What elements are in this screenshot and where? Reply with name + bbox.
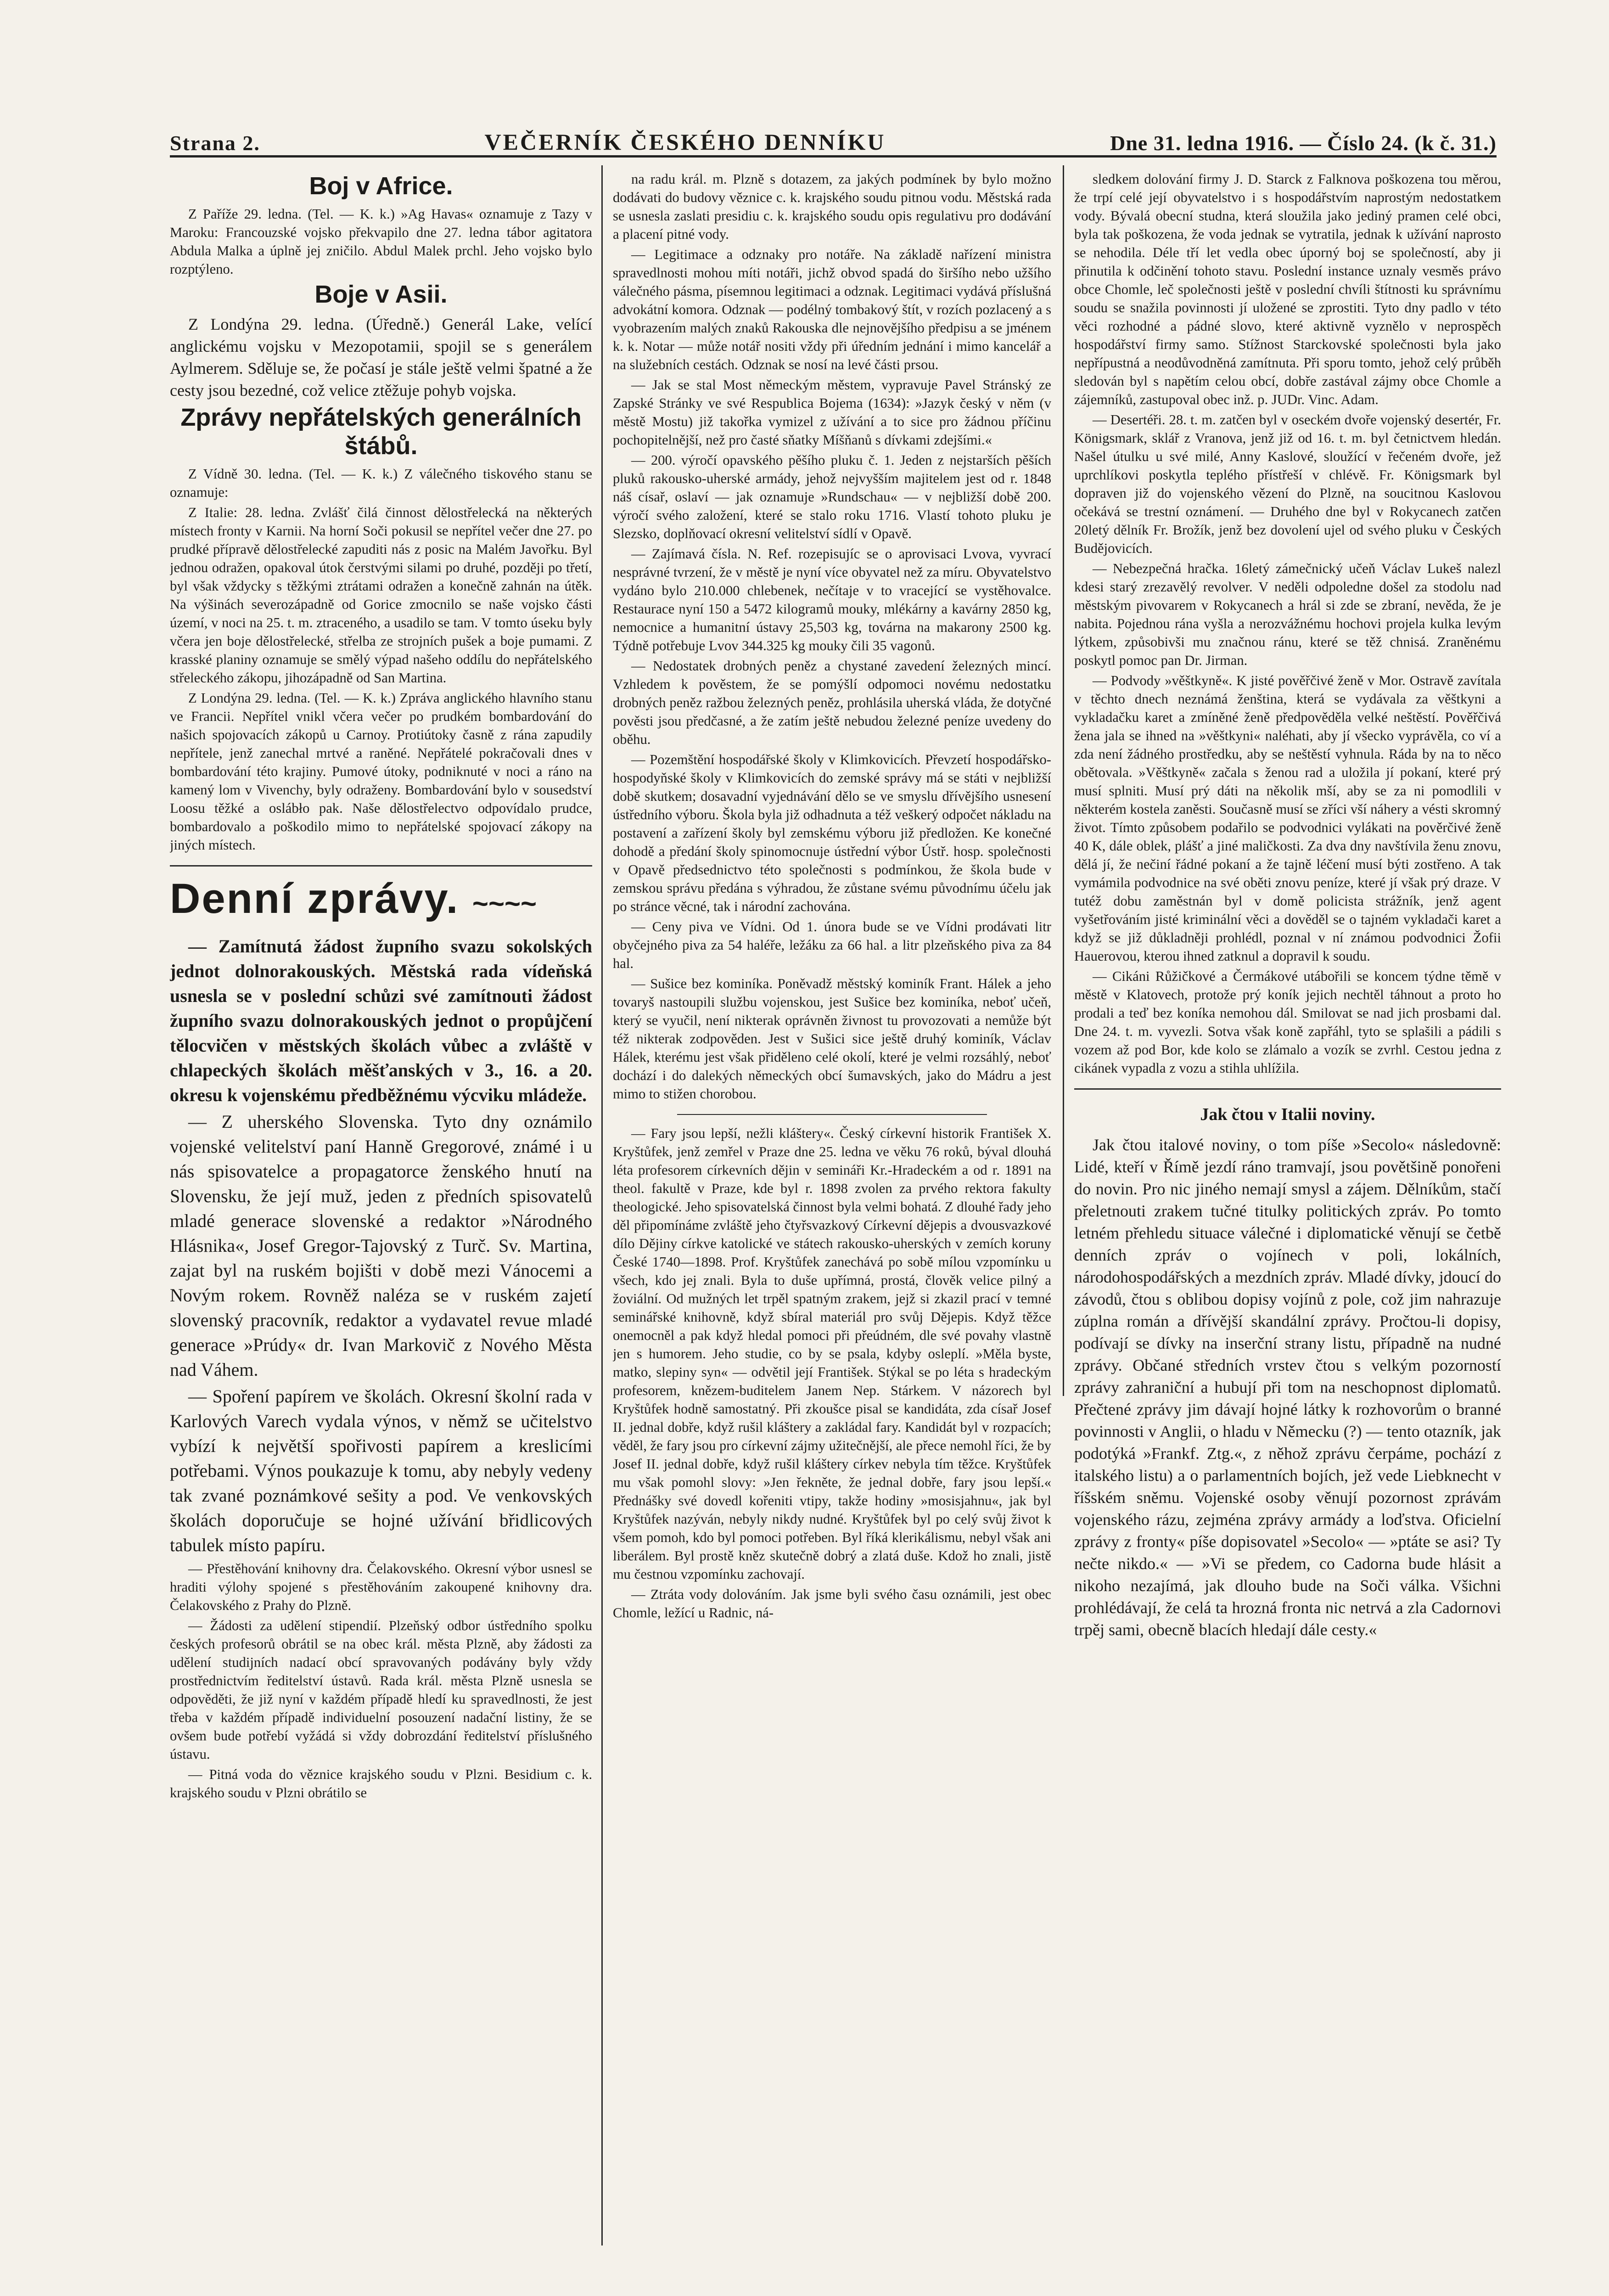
news-item: — Jak se stal Most německým městem, vypravuje Pavel Stránský ze Zapské Stránky ve své Respublica Bojema (1634): »Jazyk český v něm (v městě Mostu) již takořka vymizel z užívání a to sice pro žádnou příčinu pochopitelnější, než pro časté sňatky Míšňanů s dívkami zdejšími.« [613,377,1051,448]
news-item: — Přestěhování knihovny dra. Čelakovského. Okresní výbor usnesl se hraditi výlohy spojené s přestěhováním zakoupené knihovny dra. Čelakovského z Prahy do Plzně. [170,1561,592,1613]
dateline: Dne 31. ledna 1916. — Číslo 24. (k č. 31.) [1110,131,1497,155]
news-item: — Fary jsou lepší, nežli kláštery«. Český církevní historik František X. Kryštůfek, jenž zemřel v Praze dne 25. ledna ve věku 76 roků, býval dlouhá léta profesorem církevních dějin v semináři Kr.-Hradeckém a od r. 1891 na theol. fakultě v Praze, kde byl r. 1898 zvolen za prvého rektora fakulty theologické. Jeho spisovatelská činnost byla velmi bohatá. Z dlouhé řady jeho děl připomínáme zvláště jeho čtyřsvazkový Církevní dějepis a dvousvazkové dílo Dějiny církve katolické ve státech rakousko-uherských v zemích koruny České 1740—1898. Prof. Kryštůfek zanechává po sobě mílou vzpomínku u všech, kdo jej znali. Byla to duše upřímná, prostá, člověk velice pilný a žoviální. Od mužných let trpěl spatným zrakem, jejž si zkazil prací v temné seminářské knihovně, když sbíral materiál pro svůj Dějepis. Když těžce onemocněl a pak když hledal pomoci při přeúdném, dle své povahy vlastně jen s humorem. Jeho studie, co by se psala, kdyby osleplí. »Měla byste, matko, slepiny syn« — odvětil její František. Stýkal se po léta s hradeckým profesorem, knězem-buditelem Janem Nep. Stárkem. V názorech byl Kryštůfek hodně samostatný. Při zkoušce pisal se kandidáta, zda císař Josef II. jednal dobře, když rušil kláštery a zakládal fary. Kandidát byl v rozpacích; věděl, že fary jsou pro církevní zájmy užitečnější, ale přece nemohl říci, že by Josef II. jednal dobře, když rušil kláštery církev nebyla tím těžce. Kryštůfek mu však pomohl slovy: »Jen řekněte, že jednal dobře, fary jsou lepší.« Přednášky své dovedl kořeniti vtipy, takže hodiny »mosisjahnu«, jak byl Kryštůfek nazýván, nebyly nikdy nudné. Kryštůfek byl po celý svůj život k všem pomoh, kdo byl pomoci potřeben. Byl říká klerikálismu, nebyl však ani liberálem. Byl prostě kněz skutečně dobrý a zlatá duše. Kdož ho znali, jistě mu čestnou vzpomínku zachovají. [613,1125,1051,1582]
news-item: — 200. výročí opavského pěšího pluku č. 1. Jeden z nejstarších pěších pluků rakousko-uherské armády, jehož nejvyšším majitelem jest od r. 1848 náš císař, oslaví — jak oznamuje »Rundschau« — v nejbližší době 200. výročí svého založení, které se stalo roku 1716. Vlastí tohoto pluku je Slezsko, doplňovací okresní velitelství sídlí v Opavě. [613,452,1051,541]
news-item: — Ztráta vody dolováním. Jak jsme byli svého času oznámili, jest obec Chomle, ležící u Radnic, ná- [613,1587,1051,1621]
article-paragraph: Z Londýna 29. ledna. (Úředně.) Generál Lake, velící anglickému vojsku v Mezopotamii, spojil se s generálem Aylmerem. Sděluje se, že počasí je stále ještě velmi špatné a že cesty jsou bezedné, což velice ztěžuje pohyb vojska. [170,315,592,400]
page-number: Strana 2. [170,131,260,155]
column-1 [170,170,592,2245]
news-item: — Pitná voda do věznice krajského soudu v Plzni. Besidium c. k. krajského soudu v Plzni obrátilo se [170,1767,592,1801]
news-item: — Žádosti za udělení stipendií. Plzeňský odbor ústředního spolku českých profesorů obrátil se na obec král. města Plzně, aby žádosti za udělení studijních nadací obcí spravovaných podávány byly vždy prostřednictvím ředitelství ústavů. Rada král. města Plzně usnesla se odpověděti, že již nyní v každém případě hledí ku spravedlnosti, že jest třeba v každém případě individuelní posouzení nadační listiny, že se ovšem bude potřebí vyžádá si vždy dobrozdání ředitelství příslušného ústavu. [170,1618,592,1762]
news-item: — Z uherského Slovenska. Tyto dny oznámilo vojenské velitelství paní Hanně Gregorové, známé i u nás spisovatelce a propagatorce ženského hnutí na Slovensku, že její muž, jeden z předních spisovatelů mladé generace slovenské a redaktor »Národného Hlásnika«, Josef Gregor-Tajovský z Turč. Sv. Martina, zajat byl na ruském bojišti v době mezi Vánocemi a Novým rokem. Rovněž naléza se v ruském zajetí slovenský pracovník, redaktor a vydavatel revue mladé generace »Prúdy« dr. Ivan Markovič z Nového Města nad Váhem. [170,1111,592,1380]
section-divider [1074,1088,1501,1090]
section-divider [170,865,592,867]
news-item: — Desertéři. 28. t. m. zatčen byl v oseckém dvoře vojenský desertér, Fr. Königsmark, sklář z Vranova, jenž již od 16. t. m. byl četnictvem hledán. Našel útulku u své milé, Anny Kaslové, sloužící v řečeném dvoře, jež uprchlíkovi poskytla teplého přístřeší v chlévě. Fr. Königsmark byl dopraven již do vojenského vězení do Plzně, na soucitnou Kaslovou očekává se trestní oznámení. — Druhého dne byl v Rokycanech zatčen 20letý dělník Fr. Brožík, jenž bez dovolení ujel od svého pluku v Českých Budějovicích. [1074,412,1501,556]
news-item: — Podvody »věštkyně«. K jisté pověřčivé ženě v Mor. Ostravě zavítala v těchto dnech neznámá ženština, která se vydávala za věštkyni a vykladačku karet a zmíněné ženě předpověděla velké neštěstí. Pověřčivá žena jala se ihned na »věštkyni« naléhati, aby jí všecko vyprávěla, co ví a zda není žádného prostředku, aby se neštěstí vyhnula. Ráda by na to něco obětovala. »Věštkyně« začala s ženou rad a uložila jí pokaní, které prý musí splniti. Musí prý dáti na několik mší, aby se za ni pomodlili v některém kostela zaněsti. Současně musí se zříci vší náhery a vésti skromný život. Tímto způsobem podařilo se podvodnici vylákati na pověrčivé ženě 40 K, dále oblek, plášť a jiné maličkosti. Za dva dny navštívila ženu znovu, dělá jí, že nečiní řádné pokaní a že tajně léčení musí býti zostřeno. A tak vymámila podvodnice na své oběti znovu peníze, které jí však prý draze. V tutéž dobu zaměstnán byl v domě policista strážník, jenž agent vyšetřováním jisté kriminální věci a dověděl se o tajném vykladači karet a když se již důkladněji prohlédl, poznal v ní známou podvodnici Žofii Hauerovou, kterou ihned zatknul a dopravil k soudu. [1074,673,1501,964]
page-header [170,123,1497,158]
news-item: — Zajímavá čísla. N. Ref. rozepisujíc se o aprovisaci Lvova, vyvrací nesprávné tvrzení, že v městě je nyní více obyvatel než za míru. Obyvatelstvo vydáno bylo 210.000 chlebenek, nečítaje v to vracející se vystěhovalce. Restaurace nyní 150 a 5472 kilogramů mouky, mlékárny a kavárny 2850 kg, nemocnice a humanitní ústavy 25,503 kg, továrna na makarony 2500 kg. Týdně potřebuje Lvov 344.325 kg mouky čili 35 vagonů. [613,546,1051,653]
article-paragraph: Jak čtou italové noviny, o tom píše »Secolo« následovně: Lidé, kteří v Římě jezdí ráno tramvají, jsou povětšině ponořeni do novin. Pro nic jiného nemají smysl a zájem. Dělníkům, stačí přeletnouti zrakem tučné titulky politických zpráv. Po tomto letném přehledu situace válečné i diplomatické věnují se četbě denních zpráv o vojínech v poli, lokálních, národohospodářských a mezdních zpráv. Mladé dívky, jdoucí do závodů, čtou s oblibou dopisy vojínů z pole, což jim nahrazuje zúplna román a dřívější skandální zprávy. Pročtou-li dopisy, podívají se dívky na inserční strany listu, případně na nudné zprávy. Občané středních vrstev čtou s velkým pozorností zprávy zahraniční a hubují při tom na neschopnost diplomatů. Přečtené zprávy jim dávají hojné látky k rozhovorům o branné povinnosti v Anglii, o hladu v Německu (?) — tento otazník, jak podotýká »Frankf. Ztg.«, z něhož zprávu čerpáme, pochází z italského listu) a o parlamentních bojích, jež vede Liebknecht v říšském sněmu. Vojenské osoby věnují pozornost zprávám vojenského rázu, zejména zprávy armády a loďstva. Oficielní zprávy z fronty« píše dopisovatel »Secolo« — »ptáte se asi? Ty nečte nikdo.« — »Vi se předem, co Cadorna bude hlásit a nikoho nezajímá, jak dlouho bude na Soči válka. Všichni prohlédávají, že celá ta hrozná fronta nic netrvá a zla Cadornovi trpěj sami, obecně blacích hledají dále cesty.« [1074,1136,1501,1639]
article-paragraph: Z Paříže 29. ledna. (Tel. — K. k.) »Ag Havas« oznamuje z Tazy v Maroku: Francouzské vojsko překvapilo dne 27. ledna tábor agitatora Abdula Malka a úplně jej zničilo. Abdul Malek prchl. Jeho vojsko bylo rozptýleno. [170,206,592,277]
news-item: sledkem dolování firmy J. D. Starck z Falknova poškozena tou měrou, že trpí celé její obyvatelstvo i s hospodářstvím naprostým nedostatkem vody. Bývalá obecní studna, která sloužila jako jediný pramen celé obci, byla tak poškozena, že voda jednak se vytratila, jednak k užívání naprosto se nehodila. Déle tří let vedla obec úporný boj se společností, aby ji přinutila k odčinění tohoto stavu. Poslední instance uznaly vesměs právo obce Chomle, leč společnosti ještě v poslední chvíli štítnosti ku správnímu soudu se snažila povinnosti jí uložené se zprostiti. Tyto dny padlo v této věci rozhodné a pádné slovo, které aktivně vyznělo v neprospěch hospodářství firmy samo. Stížnost Starckovské společnosti byla jako nepřípustná a neodůvodněná zamítnuta. Při sporu tomto, jehož celý průběh sledován byl s napětím celou obcí, dobře zastával zájmy obce Chomle a zájemníků, zastupoval obec inž. p. JUDr. Vinc. Adam. [1074,171,1501,407]
column-divider [601,165,603,2245]
section-heading-daily-news [170,876,592,927]
section-divider [677,1114,987,1115]
ornament: ~~~~ [472,888,537,919]
column-3 [1074,170,1501,2245]
masthead: VEČERNÍK ČESKÉHO DENNÍKU [484,129,886,155]
article-heading: Boj v Africe. [309,172,453,200]
column-2 [613,170,1051,2245]
news-item: na radu král. m. Plzně s dotazem, za jakých podmínek by bylo možno dodávati do budovy věznice c. k. krajského soudu pitnou vodu. Městská rada se usnesla zaslati presidiu c. k. krajského soudu opis regulativu pro dodávání a placení pitné vody. [613,171,1051,242]
article-heading: Jak čtou v Italii noviny. [1200,1105,1375,1124]
article-heading: Zprávy nepřátelských generálních štábů. [180,404,582,460]
news-item: — Nebezpečná hračka. 16letý zámečnický učeň Václav Lukeš nalezl kdesi starý zrezavělý revolver. V neděli odpoledne došel za stodolu nad městským pivovarem v Rokycanech a hrál si zde se zbraní, nevěda, že je nabita. Pojednou rána vyšla a nerozvážnému hochovi projela kulka levým lýtkem, způsobivši mu značnou ránu, které se těž chnisá. Zraněnému poskytl pomoc pan Dr. Jirman. [1074,561,1501,668]
article-paragraph: Z Italie: 28. ledna. Zvlášť čilá činnost dělostřelecká na některých místech fronty v Karnii. Na horní Soči pokusil se nepřítel večer dne 27. po prudké přípravě dělostřelecké zapuditi nás z posic na Malém Javořku. Byl jednou odražen, opakoval útok čerstvými silami po druhé, později po třetí, byl však vždycky s těžkými ztrátami odražen a konečně zahnán na útěk. Na výšinách severozápadně od Gorice zmocnilo se naše vojsko části území, v noci na 25. t. m. ztraceného, a usadilo se tam. V tomto úseku byly včera jen boje dělostřelecké, střelba ze strojních pušek a boje pumami. Z krasské planiny oznamuje se smělý výpad našeho oddílu do nepřátelského střeleckého zákopu, jihozápadně od San Martina. [170,505,592,686]
news-item: — Nedostatek drobných peněz a chystané zavedení železných mincí. Vzhledem k pověstem, že se pomýšlí odpomoci novému nedostatku drobných peněz ražbou železných peněz, prohlásila uherská vláda, že dotyčné pověsti jsou předčasné, a že zatím ještě nebudou železné peníze uvedeny do oběhu. [613,658,1051,747]
article-paragraph: Z Londýna 29. ledna. (Tel. — K. k.) Zpráva anglického hlavního stanu ve Francii. Nepřítel vnikl včera večer po prudkém bombardování do našich spojovacích zákopů u Carnoy. Protiútoky časně z rána zapudily nepřítele, jenž zanechal mrtvé a raněné. Nepřátelé pokračovali dnes v bombardování této krajiny. Pumové útoky, podniknuté v noci a ráno na kamený lom v Vivenchy, byly odraženy. Bombardování bylo v sousedství Loosu těžké a oslábło pak. Naše dělostřelectvo odpovídalo prudce, bombardovalo a poškodilo mimo to nepřátelské spojovací zákopy na jiných místech. [170,690,592,853]
news-item: — Pozemštění hospodářské školy v Klimkovicích. Převzetí hospodářsko-hospodyňské školy v Klimkovicích do zemské správy má se státi v nejbližší době skutkem; dosavadní vyjednávání dělo se ve smyslu dřívějšího usnesení ústředního výboru. Škola byla již odhadnuta a též veškerý odpočet nákladu na postavení a zařízení školy byl zemskému výboru již předložen. Ke konečné dohodě a předání školy spinomocnuje ústřední výbor Ústř. hosp. společnosti v Opavě předsednictvo této společnosti s podmínkou, že škola bude v zemskou správu předána s výhradou, že zůstane svému původnímu účelu jak po stránce věcné, tak i národní zachována. [613,752,1051,914]
section-heading-text: Denní zprávy. [170,875,460,922]
news-item: — Sušice bez kominíka. Poněvadž městský kominík Frant. Hálek a jeho tovaryš nastoupili službu vojenskou, jest Sušice bez kominíka, neboť učeň, který se vyučil, není nikterak oprávněn živnost tu provozovati a nemůže být též nikterak zodpověden. Jest v Sušici sice ještě druhý kominík, Václav Hálek, kterému jest však přiděleno celé okolí, které je velmi rozsáhlý, neboť dochází i do dalekých německých obcí šumavských, jako do Mádru a jest mimo to stižen chorobou. [613,976,1051,1102]
column-divider [1063,165,1064,1396]
news-item: — Cikáni Růžičkové a Čermákové utábořili se koncem týdne těmě v městě v Klatovech, protože prý koník jejich nechtěl táhnout a proto ho prodali a teď bez koníka nemohou dál. Smilovat se nad jich prosbami dal. Dne 24. t. m. vyvezli. Sotva však koně zapřáhl, tyto se splašili a pádili s vozem až pod Bor, kde kolo se zlámalo a vozík se zvrhl. Cestou jedna z cikánek vypadla z vozu a stihla uhlížila. [1074,968,1501,1076]
news-item: — Legitimace a odznaky pro notáře. Na základě nařízení ministra spravedlnosti mohou míti notáři, jichž obvod spadá do širšího nebo užšího válečného pásma, písemnou legitimaci a odznak. Legitimaci vydává příslušná advokátní komora. Odznak — podélný tombakový štít, v rozích pozlacený a s vyobrazením malých znaků Rakouska dle nejnovějšího předpisu a se jménem k. k. Notar — může notář nositi vždy při úředním jednání i mimo kancelář a na služebních cestách. Odznak se nosí na levé části prsou. [613,247,1051,372]
news-item: — Ceny piva ve Vídni. Od 1. února bude se ve Vídni prodávati litr obyčejného piva za 54 haléře, ležáku za 66 hal. a litr plzeňského piva za 84 hal. [613,919,1051,971]
news-item: — Zamítnutá žádost župního svazu sokolských jednot dolnorakouských. Městská rada vídeňská usnesla se v poslední schůzi své zamítnouti žádost župního svazu dolnorakouských jednot o propůjčení tělocvičen v městských školách vůbec a zvláště v chlapeckých školách měšťanských v 3., 16. a 20. okresu k vojenskému předběžnému výcviku mládeže. [170,936,592,1105]
article-heading: Boje v Asii. [314,281,448,308]
article-paragraph: Z Vídně 30. ledna. (Tel. — K. k.) Z válečného tiskového stanu se oznamuje: [170,466,592,500]
news-item: — Spoření papírem ve školách. Okresní školní rada v Karlových Varech vydala výnos, v němž se učitelstvo vybízí k největší spořivosti papírem a kreslicími potřebami. Výnos poukazuje k tomu, aby nebyly vedeny tak zvané poznámkové sešity a pod. Ve venkovských školách doporučuje se hojné užívání břidlicových tabulek místo papíru. [170,1386,592,1555]
